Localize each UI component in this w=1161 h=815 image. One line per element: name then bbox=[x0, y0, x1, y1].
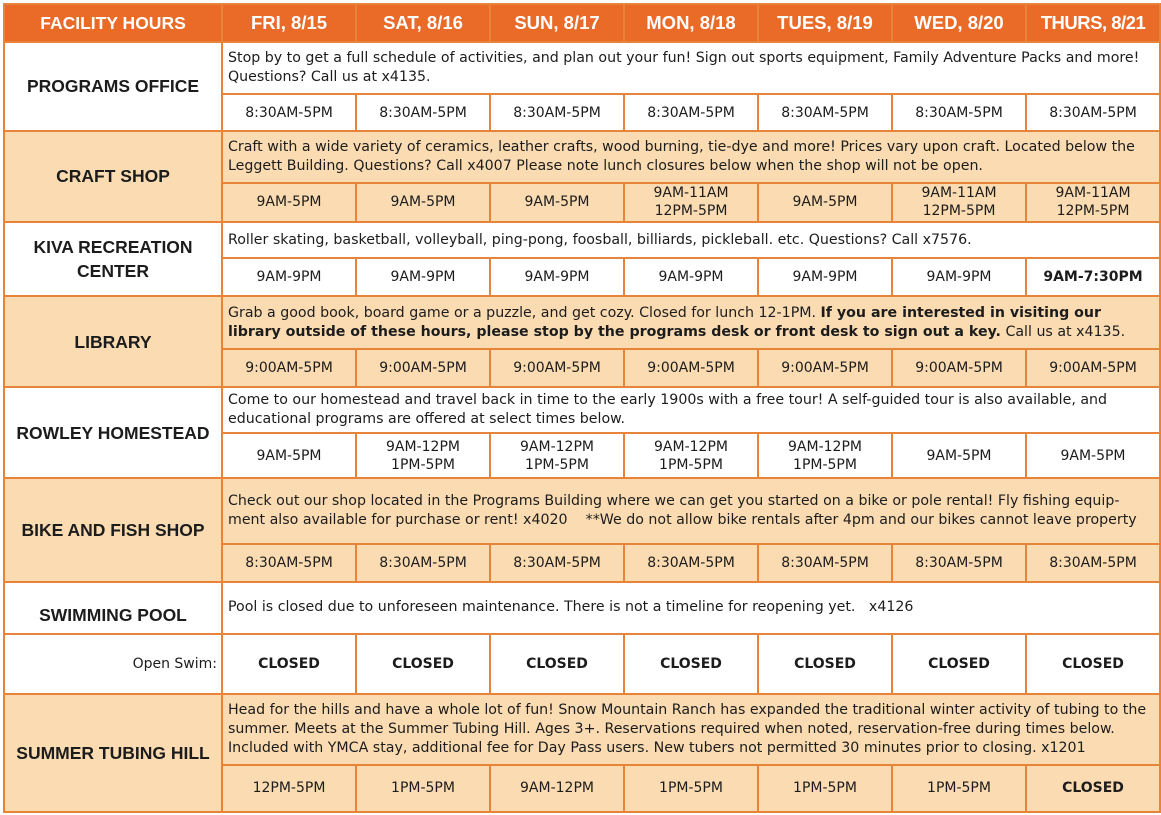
facility-name: SWIMMING POOL bbox=[4, 582, 222, 634]
hours-line: 9AM-11AM bbox=[1055, 185, 1131, 202]
hours-line: 9AM-5PM bbox=[1060, 447, 1126, 464]
day-header-sat: SAT, 8/16 bbox=[356, 4, 490, 42]
hours-cell: CLOSED bbox=[1026, 634, 1160, 694]
open-swim-label: Open Swim: bbox=[4, 634, 222, 694]
day-header-sun: SUN, 8/17 bbox=[490, 4, 624, 42]
facility-row-pool bbox=[4, 582, 1160, 634]
facility-row-rowley bbox=[4, 387, 1160, 433]
hours-cell: 8:30AM-5PM bbox=[222, 94, 356, 130]
hours-cell: 9:00AM-5PM bbox=[892, 349, 1026, 387]
hours-cell: CLOSED bbox=[758, 634, 892, 694]
hours-cell bbox=[356, 183, 490, 222]
hours-line: 9AM-5PM bbox=[390, 194, 456, 211]
hours-cell: 1PM-5PM bbox=[758, 765, 892, 812]
hours-line: 12PM-5PM bbox=[922, 203, 996, 220]
facility-name: BIKE AND FISH SHOP bbox=[4, 478, 222, 582]
description-text: Call us at x4135. bbox=[1000, 323, 1126, 340]
facility-name: KIVA RECREATION CENTER bbox=[4, 222, 222, 296]
hours-cell: 9AM-9PM bbox=[758, 258, 892, 296]
facility-row-kiva bbox=[4, 222, 1160, 258]
facility-description: Head for the hills and have a whole lot of fun! Snow Mountain Ranch has expanded the traditional winter activity of tubing to the summer. Meets at the Summer Tubing Hill. Ages 3+. Reservations required when noted, reservation-free during times below. Included with YMCA stay, additional fee for Day Pass users. New tubers not permitted 30 minutes prior to closing. x1201 bbox=[222, 694, 1160, 764]
hours-cell bbox=[1026, 433, 1160, 478]
hours-line: 9AM-11AM bbox=[653, 185, 729, 202]
hours-cell bbox=[624, 433, 758, 478]
hours-cell bbox=[758, 433, 892, 478]
day-header-fri: FRI, 8/15 bbox=[222, 4, 356, 42]
hours-cell: 8:30AM-5PM bbox=[624, 544, 758, 582]
hours-cell: 8:30AM-5PM bbox=[356, 94, 490, 130]
hours-cell bbox=[222, 183, 356, 222]
hours-line: 9AM-12PM bbox=[520, 438, 594, 455]
day-header-wed: WED, 8/20 bbox=[892, 4, 1026, 42]
facility-description bbox=[222, 296, 1160, 348]
hours-line: 9AM-5PM bbox=[926, 447, 992, 464]
hours-cell: 9:00AM-5PM bbox=[758, 349, 892, 387]
header-row bbox=[4, 4, 1160, 42]
hours-cell: 9AM-12PM bbox=[490, 765, 624, 812]
hours-line: 9AM-5PM bbox=[524, 194, 590, 211]
hours-row-pool bbox=[4, 634, 1160, 694]
facility-description bbox=[222, 478, 1160, 543]
hours-cell: 9:00AM-5PM bbox=[222, 349, 356, 387]
hours-line: 9AM-11AM bbox=[921, 185, 997, 202]
facility-hours-header: FACILITY HOURS bbox=[4, 4, 222, 42]
hours-cell: 12PM-5PM bbox=[222, 765, 356, 812]
hours-cell: CLOSED bbox=[892, 634, 1026, 694]
hours-line: 12PM-5PM bbox=[654, 203, 728, 220]
hours-cell bbox=[892, 433, 1026, 478]
day-header-tues: TUES, 8/19 bbox=[758, 4, 892, 42]
day-header-mon: MON, 8/18 bbox=[624, 4, 758, 42]
hours-line: 1PM-5PM bbox=[659, 456, 723, 473]
hours-cell: 8:30AM-5PM bbox=[356, 544, 490, 582]
facility-name: CRAFT SHOP bbox=[4, 131, 222, 222]
hours-cell: 8:30AM-5PM bbox=[1026, 94, 1160, 130]
hours-cell: 8:30AM-5PM bbox=[892, 544, 1026, 582]
facility-description: Craft with a wide variety of ceramics, leather crafts, wood burning, tie-dye and more! Prices vary upon craft. Located below the Leggett Building. Questions? Call x4007 Please note lunch closures below when the shop will not be open. bbox=[222, 131, 1160, 183]
hours-line: 9AM-5PM bbox=[792, 194, 858, 211]
hours-cell: 9AM-7:30PM bbox=[1026, 258, 1160, 296]
day-header-thurs: THURS, 8/21 bbox=[1026, 4, 1160, 42]
hours-cell: CLOSED bbox=[222, 634, 356, 694]
hours-cell: 9AM-9PM bbox=[222, 258, 356, 296]
hours-cell: 9AM-9PM bbox=[356, 258, 490, 296]
facility-description: Pool is closed due to unforeseen maintenance. There is not a timeline for reopening yet. x4126 bbox=[222, 582, 1160, 634]
hours-line: 1PM-5PM bbox=[793, 456, 857, 473]
hours-line: 9AM-12PM bbox=[654, 438, 728, 455]
hours-line: 12PM-5PM bbox=[1056, 203, 1130, 220]
facility-name: ROWLEY HOMESTEAD bbox=[4, 387, 222, 478]
description-line: ment also available for purchase or rent! x4020 **We do not allow bike rentals after 4pm and our bikes cannot leave property bbox=[228, 511, 1137, 528]
hours-line: 9AM-5PM bbox=[256, 194, 322, 211]
hours-line: 9AM-12PM bbox=[386, 438, 460, 455]
hours-cell: 8:30AM-5PM bbox=[892, 94, 1026, 130]
hours-cell bbox=[490, 183, 624, 222]
facility-description: Stop by to get a full schedule of activities, and plan out your fun! Sign out sports equipment, Family Adventure Packs and more! Questions? Call us at x4135. bbox=[222, 42, 1160, 94]
hours-cell bbox=[356, 433, 490, 478]
hours-cell: 8:30AM-5PM bbox=[758, 94, 892, 130]
hours-line: 9AM-12PM bbox=[788, 438, 862, 455]
hours-cell: 1PM-5PM bbox=[356, 765, 490, 812]
hours-cell: 9AM-9PM bbox=[490, 258, 624, 296]
hours-line: 9AM-5PM bbox=[256, 447, 322, 464]
hours-cell bbox=[490, 433, 624, 478]
hours-cell bbox=[624, 183, 758, 222]
hours-cell: 9:00AM-5PM bbox=[356, 349, 490, 387]
hours-cell: CLOSED bbox=[356, 634, 490, 694]
hours-cell: 8:30AM-5PM bbox=[758, 544, 892, 582]
hours-cell: 8:30AM-5PM bbox=[490, 94, 624, 130]
hours-cell: 8:30AM-5PM bbox=[490, 544, 624, 582]
hours-line: 1PM-5PM bbox=[391, 456, 455, 473]
hours-cell bbox=[892, 183, 1026, 222]
hours-cell: 8:30AM-5PM bbox=[1026, 544, 1160, 582]
hours-cell bbox=[222, 433, 356, 478]
facility-row-bike-fish bbox=[4, 478, 1160, 543]
hours-cell: 9:00AM-5PM bbox=[624, 349, 758, 387]
description-text: Grab a good book, board game or a puzzle, and get cozy. Closed for lunch 12-1PM. bbox=[228, 304, 821, 321]
hours-cell: 1PM-5PM bbox=[624, 765, 758, 812]
hours-cell: 9AM-9PM bbox=[624, 258, 758, 296]
hours-cell: 9:00AM-5PM bbox=[490, 349, 624, 387]
facility-row-tubing bbox=[4, 694, 1160, 764]
facility-description: Roller skating, basketball, volleyball, ping-pong, foosball, billiards, pickleball. etc. Questions? Call x7576. bbox=[222, 222, 1160, 258]
hours-cell bbox=[758, 183, 892, 222]
facility-name: PROGRAMS OFFICE bbox=[4, 42, 222, 130]
hours-cell: CLOSED bbox=[490, 634, 624, 694]
hours-cell bbox=[1026, 183, 1160, 222]
hours-cell: 1PM-5PM bbox=[892, 765, 1026, 812]
facility-name: SUMMER TUBING HILL bbox=[4, 694, 222, 812]
facility-name: LIBRARY bbox=[4, 296, 222, 386]
hours-cell: CLOSED bbox=[1026, 765, 1160, 812]
facility-hours-table bbox=[3, 3, 1161, 813]
facility-row-craft-shop bbox=[4, 131, 1160, 183]
hours-cell: 9AM-9PM bbox=[892, 258, 1026, 296]
hours-cell: 8:30AM-5PM bbox=[624, 94, 758, 130]
description-key-note: If you are interested in visiting our library outside of these hours, please stop by the programs desk or front desk to sign out a key. bbox=[228, 304, 1102, 340]
hours-cell: 8:30AM-5PM bbox=[222, 544, 356, 582]
hours-cell: CLOSED bbox=[624, 634, 758, 694]
hours-line: 1PM-5PM bbox=[525, 456, 589, 473]
hours-cell: 9:00AM-5PM bbox=[1026, 349, 1160, 387]
facility-row-library bbox=[4, 296, 1160, 348]
facility-description: Come to our homestead and travel back in time to the early 1900s with a free tour! A self-guided tour is also available, and educational programs are offered at select times below. bbox=[222, 387, 1160, 433]
facility-row-programs-office bbox=[4, 42, 1160, 94]
description-line: Check out our shop located in the Programs Building where we can get you started on a bike or pole rental! Fly fishing equip- bbox=[228, 492, 1120, 509]
